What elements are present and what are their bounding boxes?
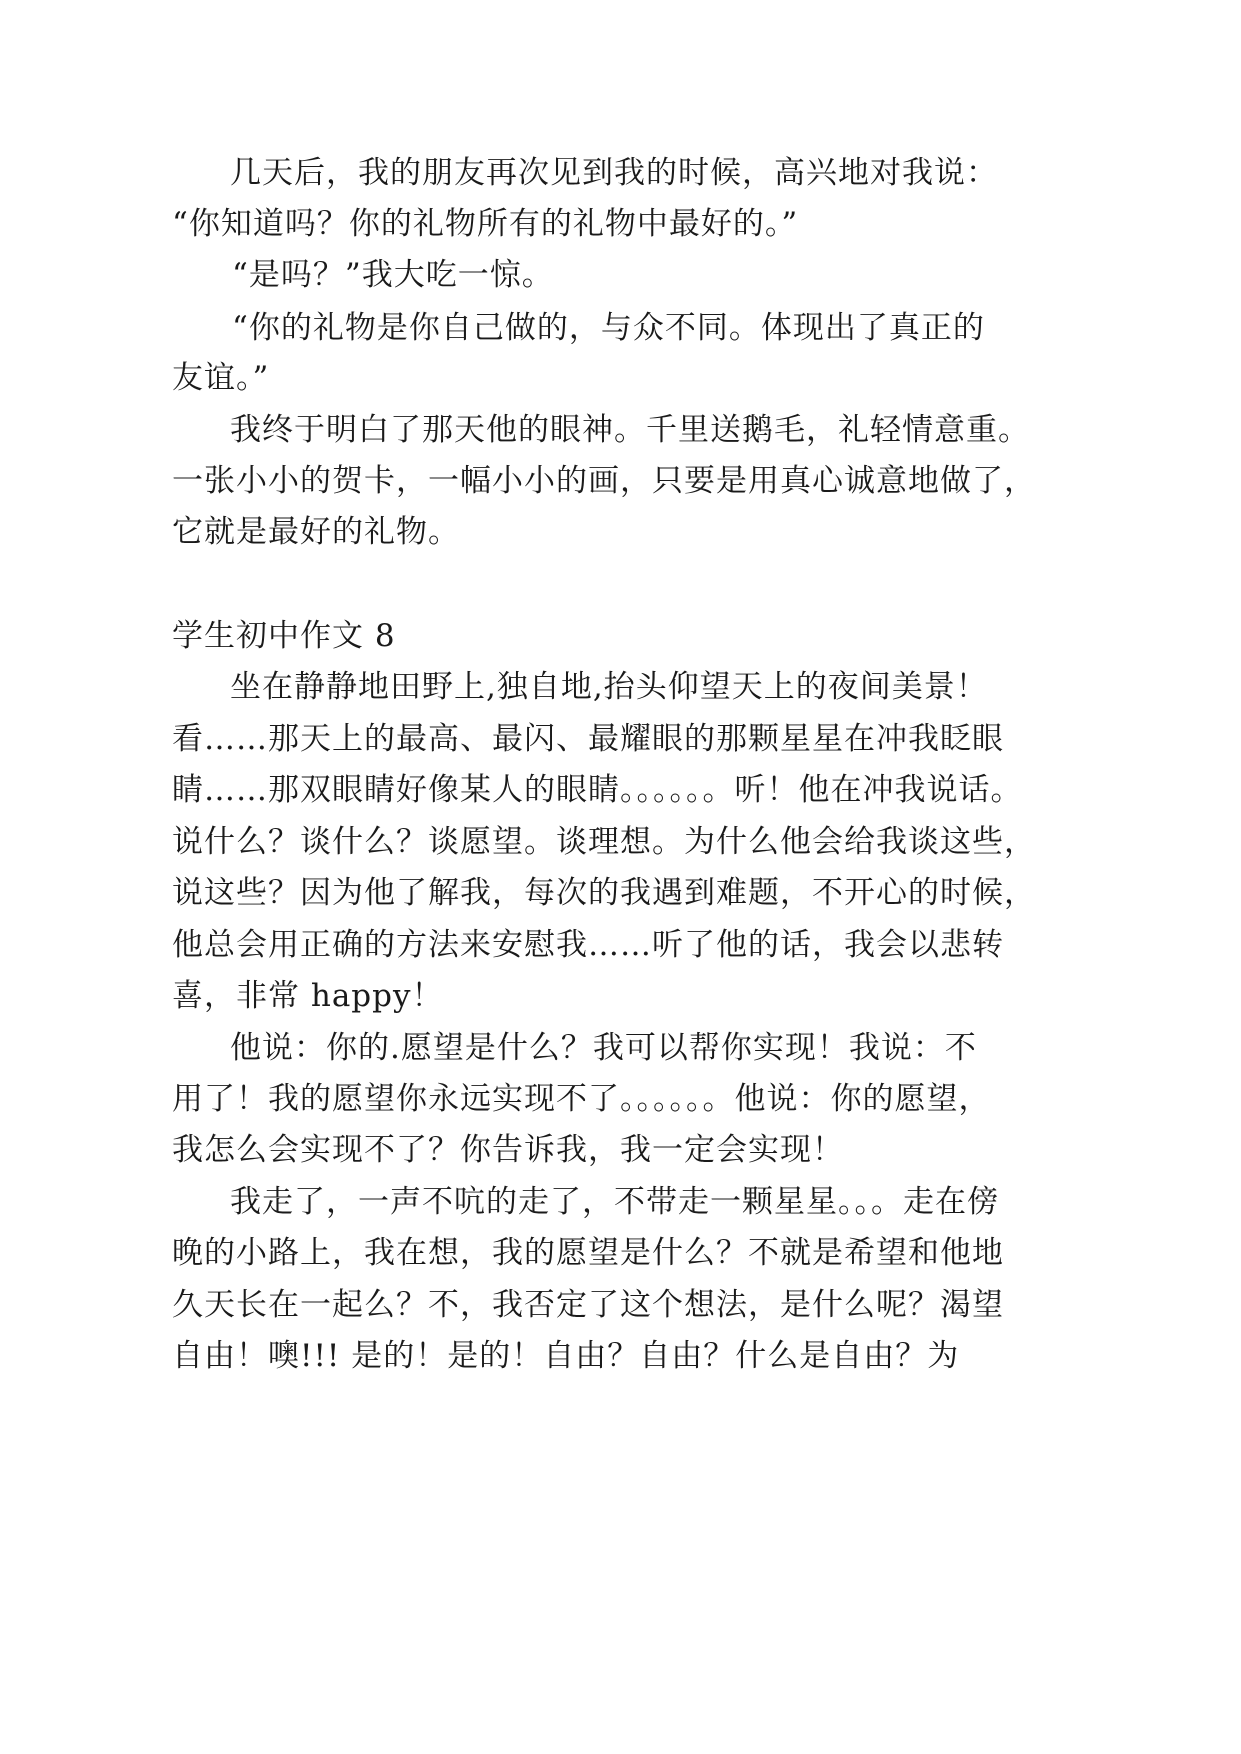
paragraph-line: 友谊。” bbox=[172, 360, 270, 396]
paragraph-line: 晚的小路上，我在想，我的愿望是什么？不就是希望和他地 bbox=[172, 1235, 1004, 1271]
paragraph-line: 用了！我的愿望你永远实现不了。。。。。。他说：你的愿望， bbox=[172, 1081, 991, 1117]
paragraph-line: 自由！噢!!! 是的！是的！自由？自由？什么是自由？为 bbox=[172, 1338, 960, 1374]
paragraph-line: “你的礼物是你自己做的，与众不同。体现出了真正的 bbox=[232, 310, 985, 346]
paragraph-line: 久天长在一起么？不，我否定了这个想法，是什么呢？渴望 bbox=[172, 1287, 1004, 1323]
paragraph-line: 他说：你的.愿望是什么？我可以帮你实现！我说：不 bbox=[230, 1030, 977, 1066]
paragraph-line: 看……那天上的最高、最闪、最耀眼的那颗星星在冲我眨眼 bbox=[172, 721, 1004, 757]
paragraph-line: 说这些？因为他了解我，每次的我遇到难题，不开心的时候， bbox=[172, 875, 1036, 911]
paragraph-line: 我终于明白了那天他的眼神。千里送鹅毛，礼轻情意重。 bbox=[230, 412, 1030, 448]
paragraph-line: 几天后，我的朋友再次见到我的时候，高兴地对我说： bbox=[230, 155, 998, 191]
paragraph-line: 说什么？谈什么？谈愿望。谈理想。为什么他会给我谈这些， bbox=[172, 824, 1036, 860]
paragraph-line: 我走了，一声不吭的走了，不带走一颗星星。。。走在傍 bbox=[230, 1184, 999, 1220]
section-heading: 学生初中作文 8 bbox=[172, 618, 396, 654]
paragraph-line: 一张小小的贺卡，一幅小小的画，只要是用真心诚意地做了， bbox=[172, 463, 1036, 499]
paragraph-line: 我怎么会实现不了？你告诉我，我一定会实现！ bbox=[172, 1132, 844, 1168]
paragraph-line: 睛……那双眼睛好像某人的眼睛。。。。。。听！他在冲我说话。 bbox=[172, 772, 1023, 808]
paragraph-line: 坐在静静地田野上,独自地,抬头仰望天上的夜间美景！ bbox=[230, 669, 988, 705]
paragraph-line: 它就是最好的礼物。 bbox=[172, 514, 460, 550]
paragraph-line: “是吗？”我大吃一惊。 bbox=[232, 257, 554, 293]
paragraph-line: “你知道吗？你的礼物所有的礼物中最好的。” bbox=[172, 206, 799, 242]
paragraph-line: 他总会用正确的方法来安慰我……听了他的话，我会以悲转 bbox=[172, 927, 1004, 963]
paragraph-line: 喜，非常 happy！ bbox=[172, 978, 444, 1014]
